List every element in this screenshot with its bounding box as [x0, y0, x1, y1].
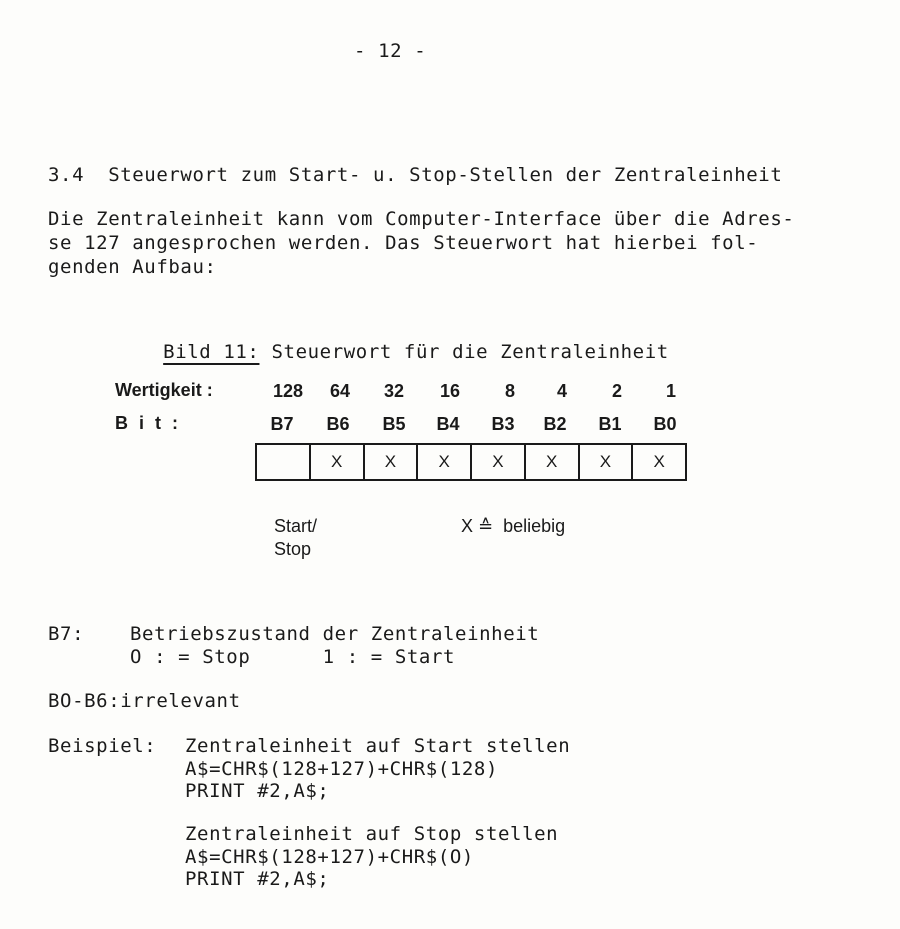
figure-caption-text: Steuerwort für die Zentraleinheit — [259, 341, 669, 363]
beispiel-stop-code-2: PRINT #2,A$; — [185, 868, 330, 890]
bit-cell-b5: X — [363, 445, 417, 479]
bit-b3: B3 — [491, 414, 515, 434]
wertigkeit-label: Wertigkeit : — [115, 380, 213, 400]
bit-cell-b7 — [257, 445, 309, 479]
weight-128: 128 — [272, 381, 304, 401]
weight-16: 16 — [439, 381, 461, 401]
bit-cell-b0: X — [631, 445, 685, 479]
bit-cell-b6: X — [309, 445, 363, 479]
bit-b6: B6 — [326, 414, 350, 434]
x-legend: X ≙ beliebig — [461, 516, 566, 536]
weight-1: 1 — [665, 381, 676, 401]
bit-b7: B7 — [270, 414, 294, 434]
bit-b5: B5 — [382, 414, 406, 434]
beispiel-stop-code-1: A$=CHR$(128+127)+CHR$(O) — [185, 846, 474, 868]
b7-description: Betriebszustand der Zentraleinheit — [130, 623, 540, 645]
beispiel-stop-title: Zentraleinheit auf Stop stellen — [185, 823, 559, 845]
start-stop-line-2: Stop — [274, 539, 312, 559]
intro-line-1: Die Zentraleinheit kann vom Computer-Interface über die Adres- — [48, 208, 795, 230]
beispiel-start-title: Zentraleinheit auf Start stellen — [185, 735, 571, 757]
b7-values: O : = Stop 1 : = Start — [130, 646, 456, 668]
bit-b4: B4 — [436, 414, 460, 434]
intro-line-3: genden Aufbau: — [48, 256, 217, 278]
b7-label: B7: — [48, 623, 85, 645]
intro-line-2: se 127 angesprochen werden. Das Steuerwort hat hierbei fol- — [48, 232, 759, 254]
weight-4: 4 — [556, 381, 567, 401]
figure-label: Bild 11: — [163, 341, 260, 363]
bit-b0: B0 — [653, 414, 677, 434]
weight-64: 64 — [329, 381, 351, 401]
bit-cell-b4: X — [416, 445, 470, 479]
page-number: - 12 - — [354, 40, 427, 62]
bit-b1: B1 — [598, 414, 622, 434]
start-stop-line-1: Start/ — [274, 516, 318, 536]
bit-label: B i t : — [115, 413, 181, 433]
figure-caption — [115, 319, 669, 385]
beispiel-start-code-2: PRINT #2,A$; — [185, 780, 330, 802]
b0-b6-note: BO-B6:irrelevant — [48, 690, 241, 712]
bit-cell-b1: X — [578, 445, 632, 479]
bit-cell-b2: X — [524, 445, 578, 479]
weight-8: 8 — [504, 381, 515, 401]
section-heading: 3.4 Steuerwort zum Start- u. Stop-Stellen der Zentraleinheit — [48, 164, 783, 186]
bit-b2: B2 — [543, 414, 567, 434]
beispiel-label: Beispiel: — [48, 735, 157, 757]
beispiel-start-code-1: A$=CHR$(128+127)+CHR$(128) — [185, 758, 499, 780]
weight-2: 2 — [611, 381, 622, 401]
bit-cell-b3: X — [470, 445, 524, 479]
weight-32: 32 — [383, 381, 405, 401]
bit-box — [255, 443, 687, 481]
